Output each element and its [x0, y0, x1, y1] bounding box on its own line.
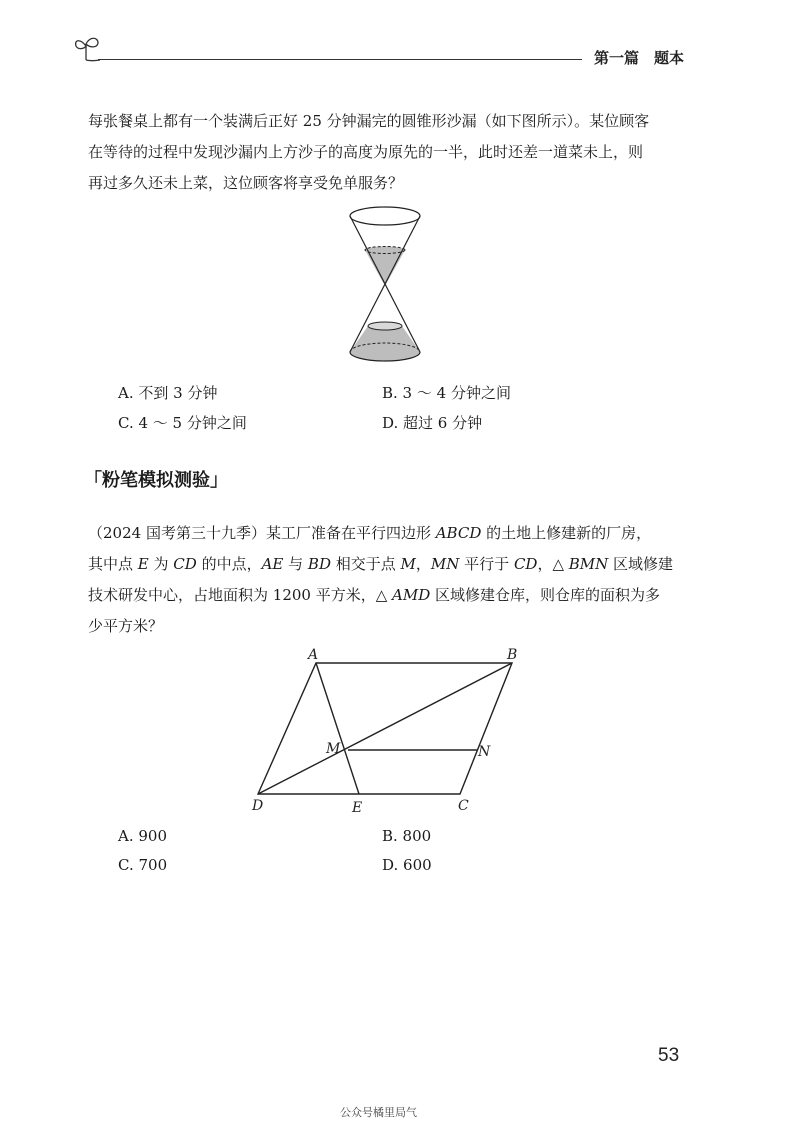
- text-run: 技术研发中心，占地面积为 1200 平方米，△: [88, 586, 393, 604]
- problem-line: [88, 580, 708, 611]
- problem-line: [88, 549, 708, 580]
- label-d: D: [252, 798, 264, 814]
- problem-hourglass-text: [88, 106, 708, 199]
- problem-line: 再过多久还未上菜，这位顾客将享受免单服务？: [88, 174, 404, 192]
- label-b: B: [507, 647, 518, 663]
- option-d: D. 超过 6 分钟: [382, 414, 483, 432]
- text-run: ，△: [537, 555, 569, 573]
- text-run: 的土地上修建新的厂房，: [481, 524, 652, 542]
- math-var: E: [137, 555, 149, 573]
- math-var: CD: [513, 555, 538, 573]
- parallelogram-diagram: [248, 644, 528, 816]
- text-run: 其中点: [88, 555, 138, 573]
- math-var: MN: [430, 555, 460, 573]
- problem-line: 少平方米？: [88, 617, 164, 635]
- text-run: ，: [415, 555, 431, 573]
- label-c: C: [458, 798, 469, 814]
- option-a: A. 不到 3 分钟: [118, 384, 218, 402]
- math-var: BD: [307, 555, 331, 573]
- option-b: B. 800: [382, 827, 432, 845]
- label-n: N: [478, 744, 491, 760]
- text-run: 相交于点: [330, 555, 401, 573]
- math-var: M: [400, 555, 416, 573]
- problem-line: 每张餐桌上都有一个装满后正好 25 分钟漏完的圆锥形沙漏（如下图所示）。某位顾客: [88, 112, 650, 130]
- left-bracket-icon: 「: [84, 470, 102, 491]
- text-run: 与: [283, 555, 308, 573]
- label-m: M: [326, 741, 341, 757]
- header-rule: [98, 59, 582, 60]
- text-run: （2024 国考第三十九季）某工厂准备在平行四边形: [88, 524, 436, 542]
- text-run: 为: [148, 555, 174, 573]
- option-c: C. 700: [118, 856, 168, 874]
- text-run: 区域修建仓库，则仓库的面积为多: [430, 586, 661, 604]
- math-var: BMN: [568, 555, 609, 573]
- math-var: AMD: [392, 586, 431, 604]
- label-a: A: [308, 647, 319, 663]
- option-d: D. 600: [382, 856, 432, 874]
- section-title-text: 粉笔模拟测验: [102, 470, 210, 491]
- segment-ae: [316, 663, 359, 794]
- segment-bd: [258, 663, 512, 794]
- problem-line: 在等待的过程中发现沙漏内上方沙子的高度为原先的一半，此时还差一道菜未上，则: [88, 143, 644, 161]
- footer-watermark: 公众号橘里局气: [340, 1106, 417, 1119]
- option-c: C. 4 ～ 5 分钟之间: [118, 414, 247, 432]
- option-b: B. 3 ～ 4 分钟之间: [382, 384, 511, 402]
- text-run: 的中点，: [196, 555, 262, 573]
- hourglass-diagram: [330, 200, 440, 372]
- problem-line: [88, 518, 708, 549]
- math-var: ABCD: [435, 524, 482, 542]
- problem-parallelogram-text: [88, 518, 708, 642]
- label-e: E: [352, 800, 363, 816]
- sprout-icon: [72, 34, 102, 62]
- header-section-title: 第一篇 题本: [594, 49, 685, 67]
- math-var: CD: [173, 555, 197, 573]
- right-bracket-icon: 」: [210, 470, 228, 491]
- math-var: AE: [261, 555, 284, 573]
- option-a: A. 900: [118, 827, 167, 845]
- text-run: 区域修建: [608, 555, 674, 573]
- section-heading: [84, 466, 228, 492]
- page-number: 53: [658, 1045, 680, 1066]
- text-run: 平行于: [459, 555, 514, 573]
